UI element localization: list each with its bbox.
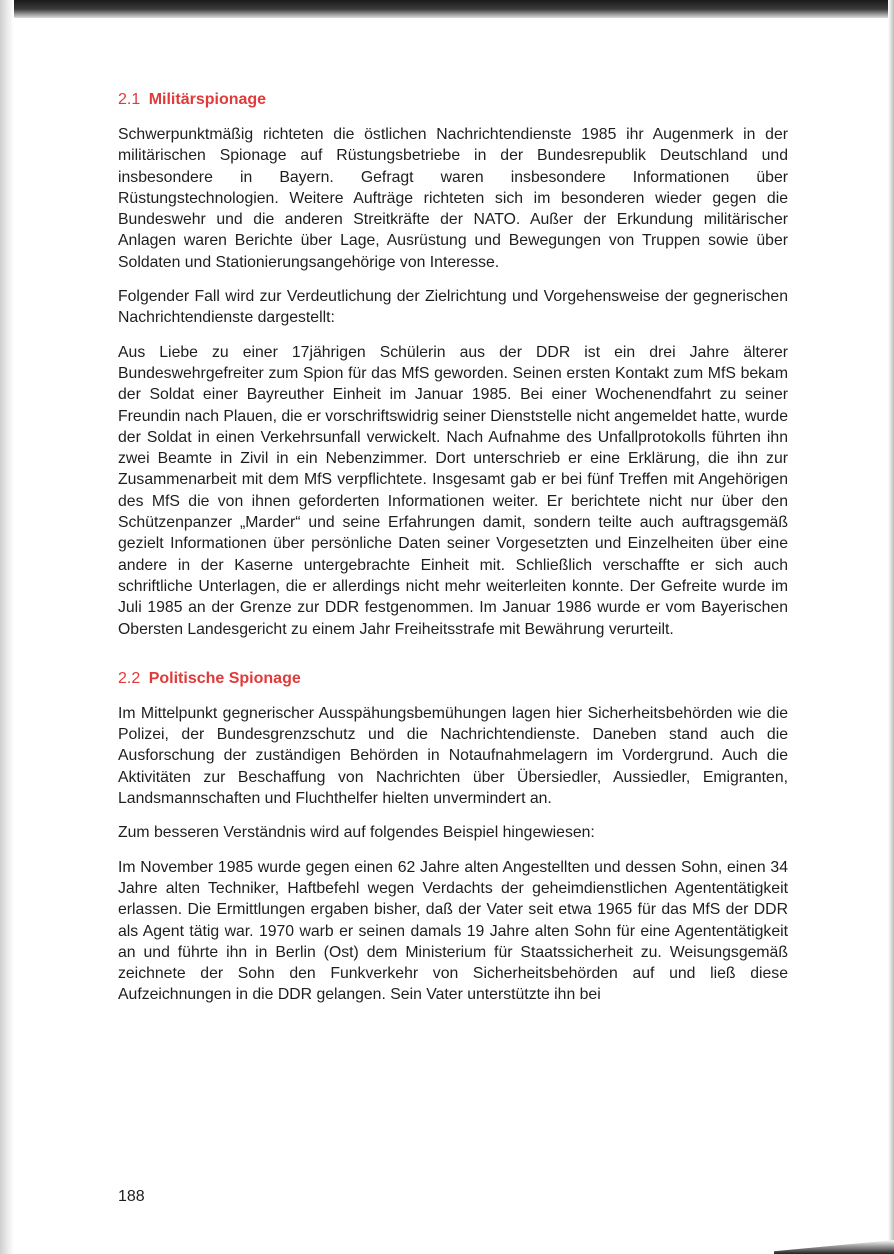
section-number: 2.2 xyxy=(118,669,141,687)
scan-top-border xyxy=(0,0,894,18)
scan-left-edge xyxy=(0,0,14,1254)
document-page xyxy=(118,90,788,1019)
paragraph: Schwerpunktmäßig richteten die östlichen Nachrichtendienste 1985 ihr Augenmerk in der militärischen Spionage auf Rüstungsbetriebe in der Bundesrepublik Deutschland und insbesondere in Bayern. Gefragt waren insbesondere Informationen über Rüstungstechnologien. Weitere Aufträge richteten sich im besonderen wieder gegen die Bundeswehr und die anderen Streitkräfte der NATO. Außer der Erkundung militärischer Anlagen waren Berichte über Lage, Ausrüstung und Bewegungen von Truppen sowie über Soldaten und Stationierungsangehörige von Interesse. xyxy=(118,126,788,271)
paragraph: Folgender Fall wird zur Verdeutlichung der Zielrichtung und Vorgehensweise der gegnerischen Nachrichtendienste dargestellt: xyxy=(118,288,788,327)
scan-right-edge xyxy=(888,0,894,1254)
section-heading-2-2 xyxy=(118,669,788,689)
paragraph: Aus Liebe zu einer 17jährigen Schülerin aus der DDR ist ein drei Jahre älterer Bundeswehrgefreiter zum Spion für das MfS geworden. Seinen ersten Kontakt zum MfS bekam der Soldat einer Bayreuther Einheit im Januar 1985. Bei einer Wochenendfahrt zu seiner Freundin nach Plauen, die er vorschriftswidrig seiner Dienststelle nicht angemeldet hatte, wurde der Soldat in einen Verkehrsunfall verwickelt. Nach Aufnahme des Unfallprotokolls führten ihn zwei Beamte in Zivil in ein Nebenzimmer. Dort unterschrieb er eine Erklärung, die ihn zur Zusammenarbeit mit dem MfS verpflichtete. Insgesamt gab er bei fünf Treffen mit Angehörigen des MfS die von ihnen geforderten Informationen weiter. Er berichtete nicht nur über den Schützenpanzer „Marder“ und seine Erfahrungen damit, sondern teilte auch auftragsgemäß gezielt Informationen über persönliche Daten seiner Vorgesetzten und Einzelheiten über eine andere in der Kaserne untergebrachte Einheit mit. Schließlich verschaffte er sich auch schriftliche Unterlagen, die er allerdings nicht mehr weiterleiten konnte. Der Gefreite wurde im Juli 1985 an der Grenze zur DDR festgenommen. Im Januar 1986 wurde er vom Bayerischen Obersten Landesgericht zu einem Jahr Freiheitsstrafe mit Bewährung verurteilt. xyxy=(118,343,788,638)
paragraph: Zum besseren Verständnis wird auf folgendes Beispiel hingewiesen: xyxy=(118,824,595,842)
page-number: 188 xyxy=(118,1188,145,1205)
paragraph: Im Mittelpunkt gegnerischer Ausspähungsbemühungen lagen hier Sicherheitsbehörden wie die Polizei, der Bundesgrenzschutz und die Nachrichtendienste. Daneben stand auch die Ausforschung der zuständigen Behörden in Notaufnahmelagern im Vordergrund. Auch die Aktivitäten zur Beschaffung von Nachrichten über Übersiedler, Aussiedler, Emigranten, Landsmannschaften und Fluchthelfer hielten unvermindert an. xyxy=(118,704,788,808)
scan-bottom-corner xyxy=(774,1240,894,1254)
section-title: Politische Spionage xyxy=(148,669,301,687)
section-number: 2.1 xyxy=(118,91,141,108)
section-heading-2-1 xyxy=(118,90,788,110)
section-title: Militärspionage xyxy=(148,91,267,108)
paragraph: Im November 1985 wurde gegen einen 62 Jahre alten Angestellten und dessen Sohn, einen 34 Jahre alten Techniker, Haftbefehl wegen Verdachts der geheimdienstlichen Agententätigkeit erlassen. Die Ermittlungen ergaben bisher, daß der Vater seit etwa 1965 für das MfS der DDR als Agent tätig war. 1970 warb er seinen damals 19 Jahre alten Sohn für eine Agententätigkeit an und führte ihn in Berlin (Ost) dem Ministerium für Staatssicherheit zu. Weisungsgemäß zeichnete der Sohn den Funkverkehr von Sicherheitsbehörden auf und ließ diese Aufzeichnungen in die DDR gelangen. Sein Vater unterstützte ihn bei xyxy=(118,858,788,1004)
